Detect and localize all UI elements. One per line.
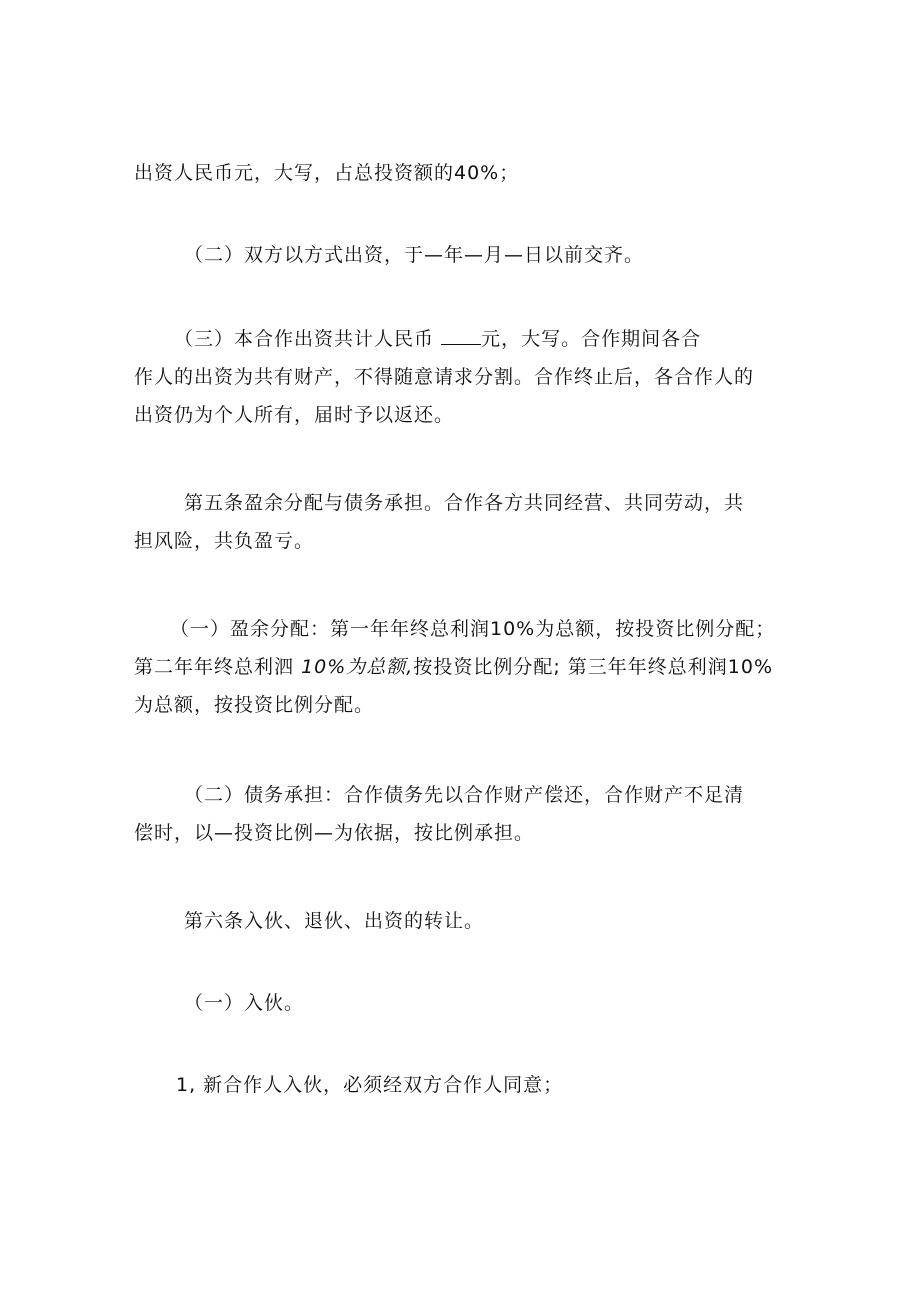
text-line: 出资人民币元，大写，占总投资额的40%；	[134, 162, 520, 184]
italic-segment: 10%为总额,	[301, 656, 414, 678]
paragraph-contribution-amount	[134, 154, 814, 192]
blank-field	[441, 326, 481, 345]
text-line: 1, 新合作人入伙，必须经双方合作人同意；	[176, 1074, 564, 1096]
paragraph-contribution-method	[184, 236, 864, 274]
paragraph-admission	[184, 984, 864, 1022]
text-line: （二）债务承担：合作债务先以合作财产偿还，合作财产不足清	[184, 784, 745, 806]
paragraph-debt-bearing	[134, 776, 814, 852]
text-segment: （三）本合作出资共计人民币	[174, 328, 435, 350]
text-segment: 第二年年终总利泗	[134, 656, 295, 678]
paragraph-profit-distribution	[134, 610, 814, 724]
text-line: 担风险，共负盈亏。	[134, 530, 315, 552]
text-line: 第五条盈余分配与债务承担。合作各方共同经营、共同劳动，共	[184, 492, 745, 514]
text-line	[134, 320, 814, 358]
paragraph-article-five	[134, 484, 814, 560]
text-line	[134, 648, 814, 686]
text-line: （一）入伙。	[184, 992, 305, 1014]
text-segment: 元，大写。合作期间各合	[481, 328, 702, 350]
text-segment: 按投资比例分配; 第三年年终总利润10%	[413, 656, 774, 678]
paragraph-article-six	[184, 902, 864, 940]
text-line: 出资仍为个人所有，届时予以返还。	[134, 404, 455, 426]
text-line: 第六条入伙、退伙、出资的转让。	[184, 910, 485, 932]
text-line: 作人的出资为共有财产，不得随意请求分割。合作终止后，各合作人的	[134, 366, 755, 388]
text-line: 偿时，以—投资比例—为依据，按比例承担。	[134, 822, 535, 844]
paragraph-total-contribution	[134, 320, 814, 434]
text-line: （一）盈余分配：第一年年终总利润10%为总额，按投资比例分配；	[170, 618, 776, 640]
text-line: （二）双方以方式出资，于—年—月—日以前交齐。	[184, 244, 645, 266]
paragraph-new-partner	[176, 1066, 856, 1104]
text-line: 为总额，按投资比例分配。	[134, 694, 375, 716]
